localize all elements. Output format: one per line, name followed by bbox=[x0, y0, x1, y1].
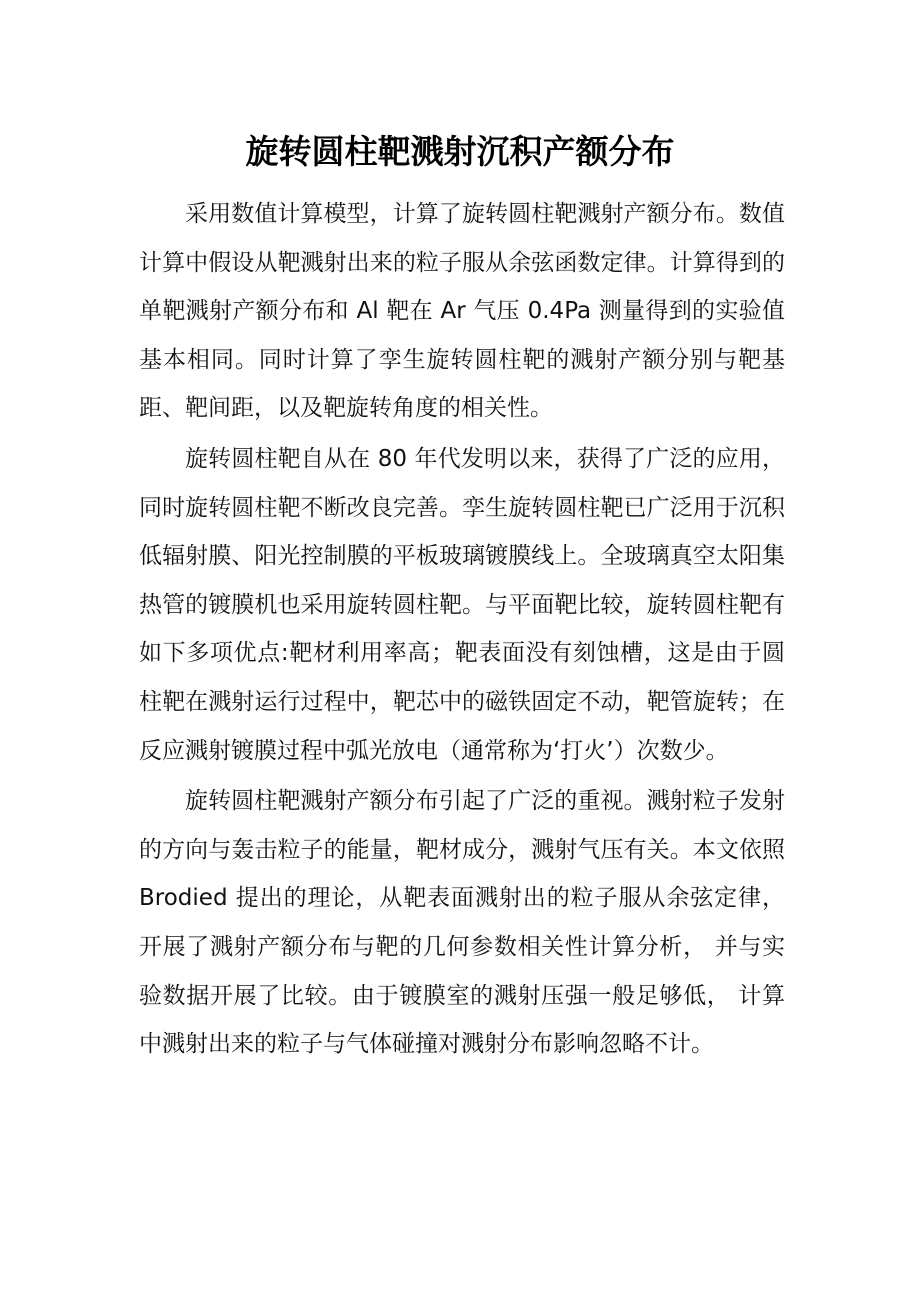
paragraph-background: 旋转圆柱靶自从在 80 年代发明以来，获得了广泛的应用，同时旋转圆柱靶不断改良完善。孪生旋转圆柱靶已广泛用于沉积低辐射膜、阳光控制膜的平板玻璃镀膜线上。全玻璃真空太阳集热管的镀膜机也采用旋转圆柱靶。与平面靶比较，旋转圆柱靶有如下多项优点:靶材利用率高；靶表面没有刻蚀槽，这是由于圆柱靶在溅射运行过程中，靶芯中的磁铁固定不动，靶管旋转；在反应溅射镀膜过程中弧光放电（通常称为‘打火’）次数少。 bbox=[139, 445, 785, 764]
paragraph-method: 旋转圆柱靶溅射产额分布引起了广泛的重视。溅射粒子发射的方向与轰击粒子的能量，靶材成分，溅射气压有关。本文依照 Brodied 提出的理论，从靶表面溅射出的粒子服从余弦定律，开展了溅射产额分布与靶的几何参数相关性计算分析， 并与实验数据开展了比较。由于镀膜室的溅射压强一般足够低， 计算中溅射出来的粒子与气体碰撞对溅射分布影响忽略不计。 bbox=[139, 788, 785, 1058]
document-body bbox=[139, 190, 785, 1071]
document-title: 旋转圆柱靶溅射沉积产额分布 bbox=[245, 132, 675, 171]
paragraph-abstract: 采用数值计算模型，计算了旋转圆柱靶溅射产额分布。数值计算中假设从靶溅射出来的粒子服从余弦函数定律。计算得到的单靶溅射产额分布和 Al 靶在 Ar 气压 0.4Pa 测量得到的实验值基本相同。同时计算了孪生旋转圆柱靶的溅射产额分别与靶基距、靶间距，以及靶旋转角度的相关性。 bbox=[139, 201, 785, 422]
